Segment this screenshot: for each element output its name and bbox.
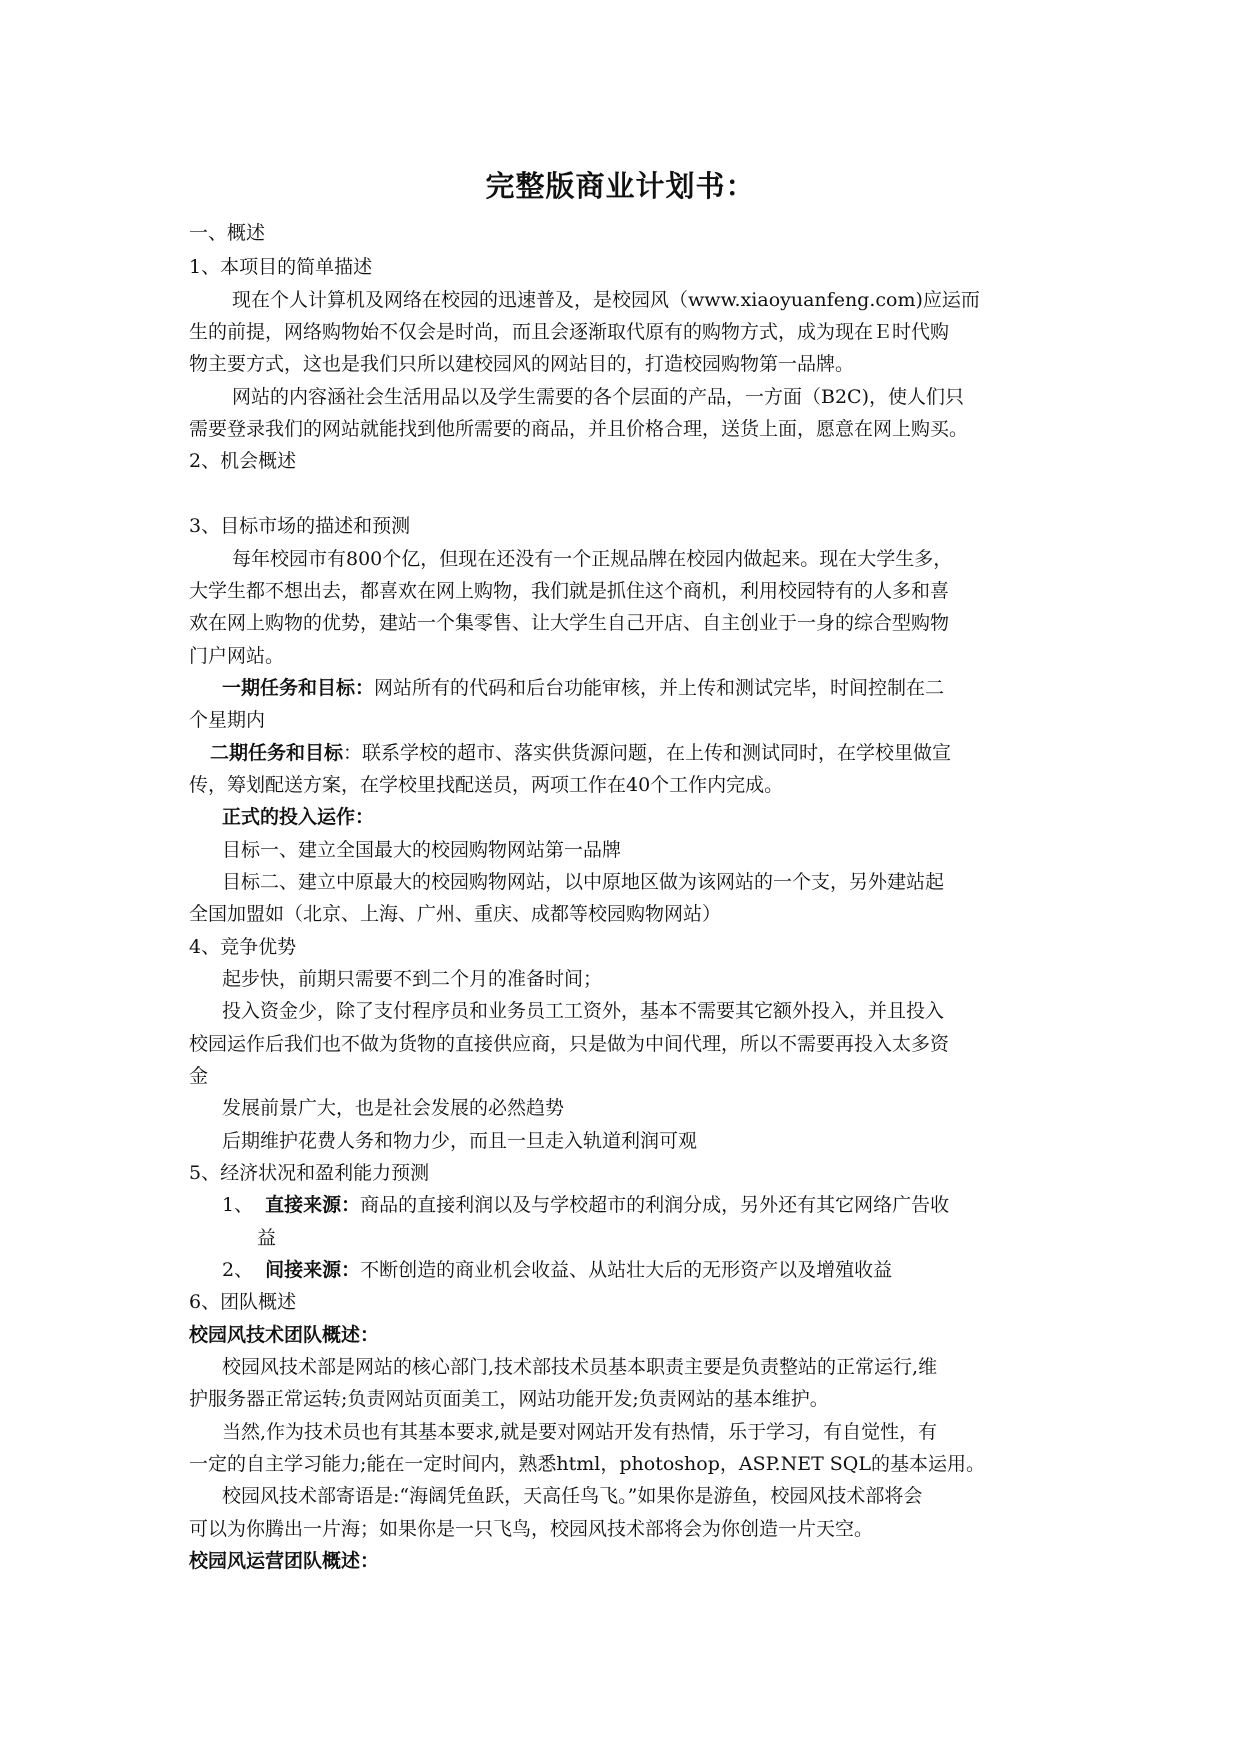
paragraph-line: 个星期内 xyxy=(189,709,266,731)
list-number: 1、 xyxy=(222,1194,254,1216)
subsection-heading-opportunity: 2、机会概述 xyxy=(189,450,297,472)
advantage-line: 发展前景广大，也是社会发展的必然趋势 xyxy=(222,1097,565,1119)
subsection-heading-economics: 5、经济状况和盈利能力预测 xyxy=(189,1162,430,1184)
direct-source-text: 商品的直接利润以及与学校超市的利润分成，另外还有其它网络广告收 xyxy=(360,1194,950,1216)
advantage-line: 金 xyxy=(189,1065,209,1087)
paragraph-line: 门户网站。 xyxy=(189,645,285,667)
document-title: 完整版商业计划书： xyxy=(485,169,756,203)
subsection-heading-competitive-advantage: 4、竞争优势 xyxy=(189,936,297,958)
phase1-line xyxy=(222,674,944,702)
goal-two-line: 目标二、建立中原最大的校园购物网站，以中原地区做为该网站的一个支，另外建站起 xyxy=(222,871,945,893)
paragraph-line: 现在个人计算机及网络在校园的迅速普及，是校园风（www.xiaoyuanfeng.com)应运而 xyxy=(232,289,980,311)
indirect-source-label: 间接来源： xyxy=(265,1259,361,1281)
subsection-heading-target-market: 3、目标市场的描述和预测 xyxy=(189,515,411,537)
phase2-text: ：联系学校的超市、落实供货源问题，在上传和测试同时，在学校里做宣 xyxy=(343,742,952,764)
operations-team-heading: 校园风运营团队概述： xyxy=(189,1550,380,1572)
paragraph-line: 网站的内容涵社会生活用品以及学生需要的各个层面的产品，一方面（B2C)，使人们只 xyxy=(232,386,965,408)
paragraph-line: 欢在网上购物的优势，建站一个集零售、让大学生自己开店、自主创业于一身的综合型购物 xyxy=(189,612,950,634)
paragraph-line: 生的前提，网络购物始不仅会是时尚，而且会逐渐取代原有的购物方式，成为现在Ｅ时代购 xyxy=(189,321,950,343)
advantage-line: 后期维护花费人务和物力少，而且一旦走入轨道利润可观 xyxy=(222,1130,698,1152)
advantage-line: 校园运作后我们也不做为货物的直接供应商，只是做为中间代理，所以不需要再投入太多资 xyxy=(189,1033,950,1055)
formal-operation-label: 正式的投入运作： xyxy=(222,806,375,828)
goal-two-line: 全国加盟如（北京、上海、广州、重庆、成都等校园购物网站） xyxy=(189,903,722,925)
paragraph-line: 校园风技术部是网站的核心部门,技术部技术员基本职责主要是负责整站的正常运行,维 xyxy=(222,1356,938,1378)
direct-source-label: 直接来源： xyxy=(265,1194,361,1216)
paragraph-line: 传，筹划配送方案，在学校里找配送员，两项工作在40个工作内完成。 xyxy=(189,774,784,796)
section-heading-overview: 一、概述 xyxy=(189,222,266,244)
paragraph-line: 大学生都不想出去，都喜欢在网上购物，我们就是抓住这个商机，利用校园特有的人多和喜 xyxy=(189,580,950,602)
indirect-source-text: 不断创造的商业机会收益、从站壮大后的无形资产以及增殖收益 xyxy=(360,1259,893,1281)
paragraph-line: 每年校园市有800个亿，但现在还没有一个正规品牌在校园内做起来。现在大学生多， xyxy=(232,548,953,570)
paragraph-line: 益 xyxy=(257,1227,277,1249)
paragraph-line: 一定的自主学习能力;能在一定时间内，熟悉html，photoshop，ASP.NET SQL的基本运用。 xyxy=(189,1453,985,1475)
paragraph-line: 护服务器正常运转;负责网站页面美工，网站功能开发;负责网站的基本维护。 xyxy=(189,1388,829,1410)
paragraph-line: 物主要方式，这也是我们只所以建校园风的网站目的，打造校园购物第一品牌。 xyxy=(189,353,855,375)
goal-one: 目标一、建立全国最大的校园购物网站第一品牌 xyxy=(222,839,622,861)
list-number: 2、 xyxy=(222,1259,254,1281)
subsection-heading-description: 1、本项目的简单描述 xyxy=(189,256,373,278)
paragraph-line: 可以为你腾出一片海；如果你是一只飞鸟，校园风技术部将会为你创造一片天空。 xyxy=(189,1518,874,1540)
advantage-line: 起步快，前期只需要不到二个月的准备时间； xyxy=(222,968,603,990)
revenue-item-indirect xyxy=(222,1256,892,1284)
paragraph-line: 需要登录我们的网站就能找到他所需要的商品，并且价格合理，送货上面，愿意在网上购买。 xyxy=(189,418,969,440)
paragraph-line: 校园风技术部寄语是:“海阔凭鱼跃，天高任鸟飞。”如果你是游鱼，校园风技术部将会 xyxy=(222,1485,923,1507)
phase2-line xyxy=(210,739,951,767)
subsection-heading-team: 6、团队概述 xyxy=(189,1291,297,1313)
phase2-label: 二期任务和目标 xyxy=(210,742,344,764)
phase1-text: 网站所有的代码和后台功能审核，并上传和测试完毕，时间控制在二 xyxy=(374,677,945,699)
tech-team-heading: 校园风技术团队概述： xyxy=(189,1324,380,1346)
revenue-item-direct xyxy=(222,1191,949,1219)
phase1-label: 一期任务和目标： xyxy=(222,677,375,699)
paragraph-line: 当然,作为技术员也有其基本要求,就是要对网站开发有热情，乐于学习，有自觉性，有 xyxy=(222,1421,938,1443)
advantage-line: 投入资金少，除了支付程序员和业务员工工资外，基本不需要其它额外投入，并且投入 xyxy=(222,1000,945,1022)
